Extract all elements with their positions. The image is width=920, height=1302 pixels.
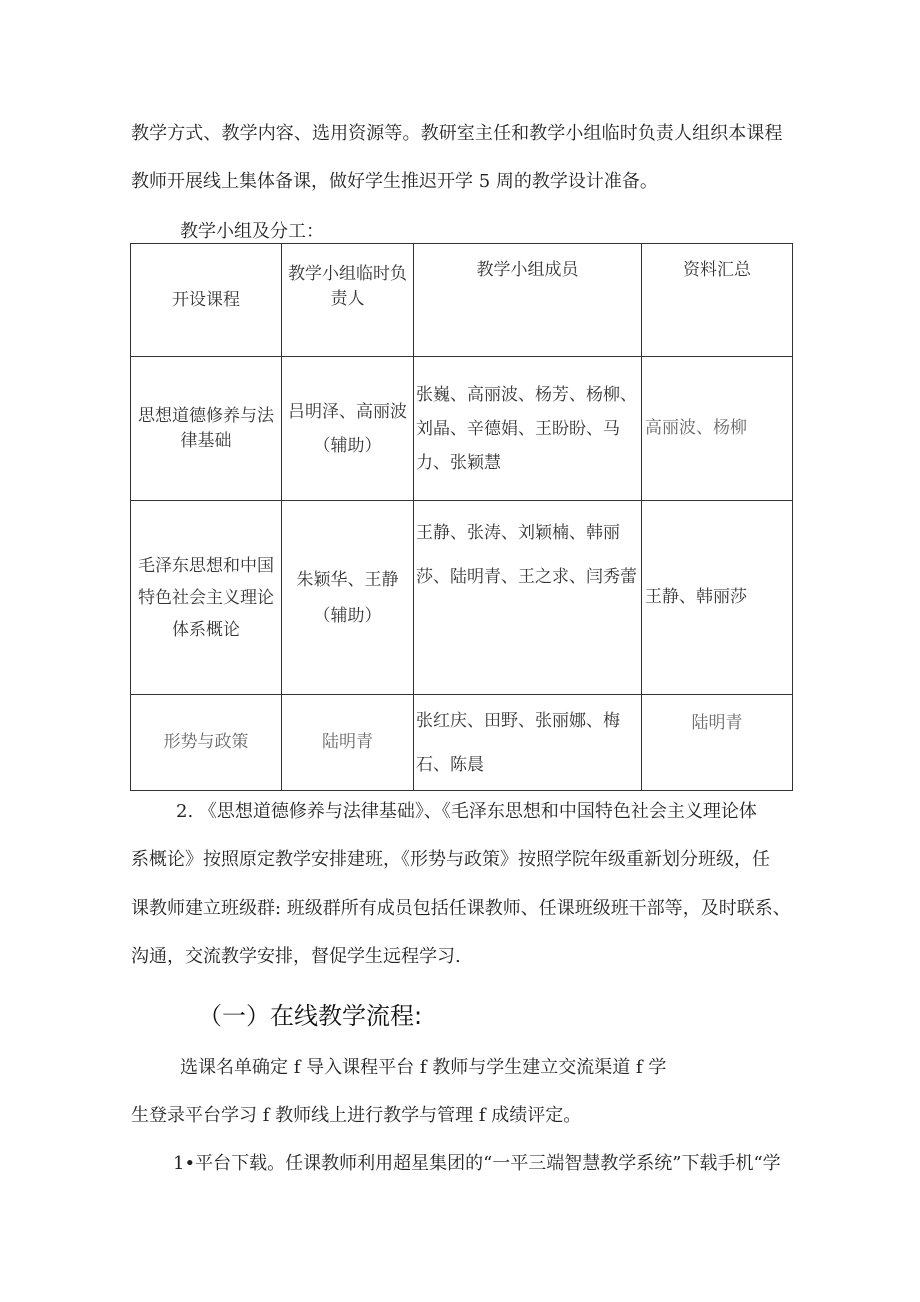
flow-line: 生登录平台学习 f 教师线上进行教学与管理 f 成绩评定。: [131, 1105, 582, 1126]
course-cell: [131, 357, 282, 501]
course-name: 形势与政策: [163, 732, 249, 752]
table-caption: 教学小组及分工：: [180, 221, 324, 242]
header-members-label: 教学小组成员: [476, 260, 579, 280]
materials-name: 陆明青: [691, 713, 743, 733]
course-name: 毛泽东思想和中国特色社会主义理论体系概论: [138, 555, 274, 640]
item-line: 1•平台下载。任课教师利用超星集团的“一平三端智慧教学系统”下载手机“学: [173, 1153, 781, 1174]
materials-cell: [642, 357, 793, 501]
leader-cell: [282, 501, 414, 695]
members-cell: [414, 357, 642, 501]
header-materials: [642, 244, 793, 357]
leader-cell: [282, 357, 414, 501]
members-cell: [414, 695, 642, 791]
materials-name: 王静、韩丽莎: [645, 587, 747, 607]
paragraph-line: 2. 《思想道德修养与法律基础》、《毛泽东思想和中国特色社会主义理论体: [176, 801, 757, 822]
header-leader: [282, 244, 414, 357]
paragraph-line: 教师开展线上集体备课，做好学生推迟开学 5 周的教学设计准备。: [131, 171, 658, 192]
leader-cell: [282, 695, 414, 791]
table-row: [131, 357, 793, 501]
materials-name: 高丽波、杨柳: [645, 418, 747, 438]
teaching-group-table: [130, 243, 793, 791]
paragraph-line: 沟通，交流教学安排，督促学生远程学习.: [131, 946, 461, 967]
section-heading: （一）在线教学流程:: [198, 1002, 423, 1030]
flow-line: 选课名单确定 f 导入课程平台 f 教师与学生建立交流渠道 f 学: [180, 1057, 667, 1078]
member-list: 张巍、高丽波、杨芳、杨柳、刘晶、辛德娟、王盼盼、马力、张颖慧: [416, 384, 637, 473]
header-materials-label: 资料汇总: [683, 260, 751, 280]
course-cell: [131, 501, 282, 695]
members-cell: [414, 501, 642, 695]
table-row: [131, 501, 793, 695]
leader-name: 吕明泽、高丽波（辅助）: [288, 401, 407, 456]
leader-name: 陆明青: [322, 732, 373, 752]
header-leader-label: 教学小组临时负责人: [288, 264, 407, 309]
paragraph-line: 系概论》按照原定教学安排建班，《形势与政策》按照学院年级重新划分班级，任: [131, 849, 770, 870]
member-list: 张红庆、田野、张丽娜、梅石、陈晨: [416, 710, 620, 775]
course-cell: [131, 695, 282, 791]
member-list: 王静、张涛、刘颖楠、韩丽莎、陆明青、王之求、闫秀蕾: [416, 523, 637, 587]
course-name: 思想道德修养与法律基础: [138, 405, 274, 451]
leader-name: 朱颖华、王静（辅助）: [296, 569, 399, 626]
paragraph-line: 教学方式、教学内容、选用资源等。教研室主任和教学小组临时负责人组织本课程: [131, 123, 783, 144]
materials-cell: [642, 501, 793, 695]
header-members: [414, 244, 642, 357]
table-header-row: [131, 244, 793, 357]
table-row: [131, 695, 793, 791]
header-course: [131, 244, 282, 357]
materials-cell: [642, 695, 793, 791]
paragraph-line: 课教师建立班级群: 班级群所有成员包括任课教师、任课班级班干部等，及时联系、: [131, 898, 791, 919]
header-course-label: 开设课程: [172, 289, 240, 310]
